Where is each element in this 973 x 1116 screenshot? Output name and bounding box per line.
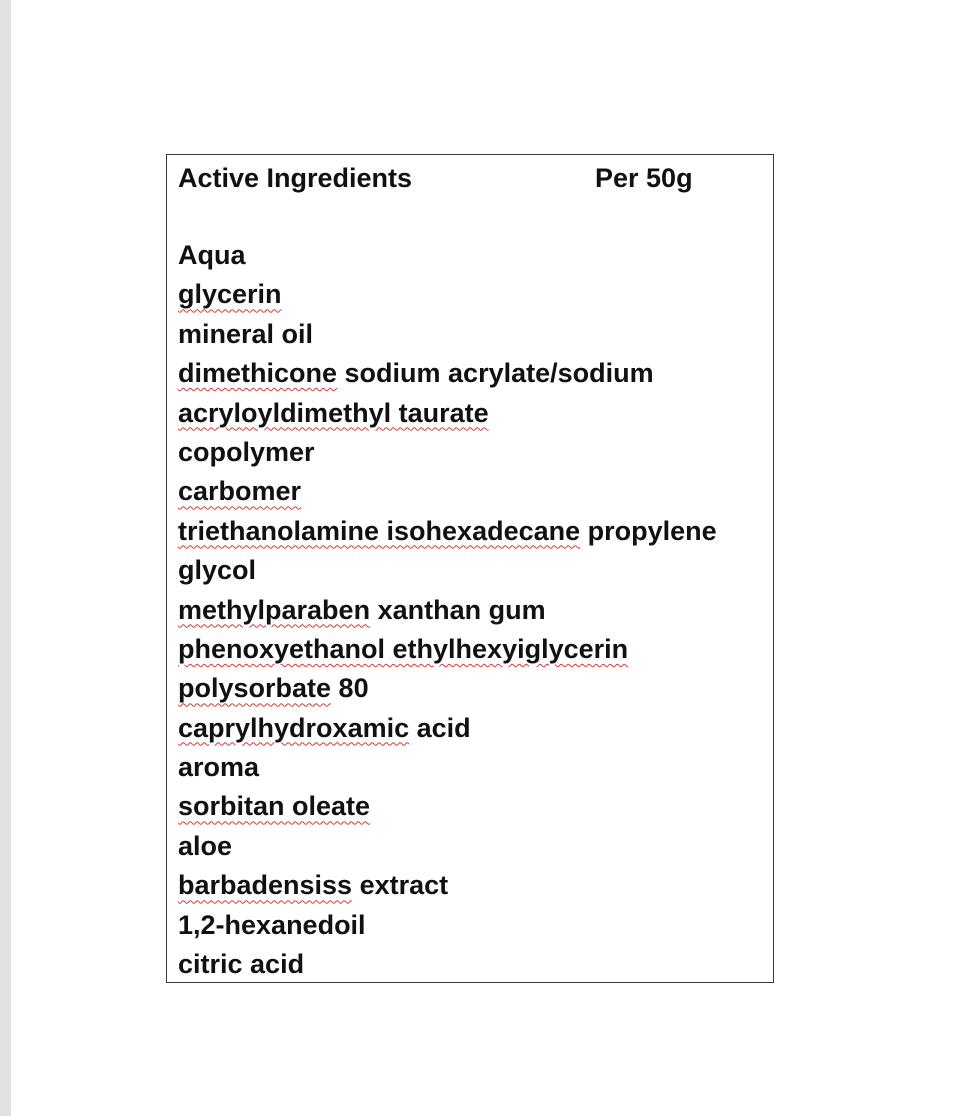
spellcheck-flagged-text: polysorbate — [178, 673, 332, 704]
ingredient-line — [178, 827, 768, 866]
ingredient-line — [178, 748, 768, 787]
ingredient-text: citric acid — [178, 949, 305, 980]
ingredient-line — [178, 394, 768, 433]
spellcheck-flagged-text: carbomer — [178, 476, 302, 507]
spellcheck-flagged-text: sorbitan oleate — [178, 791, 371, 822]
window-edge-bar — [0, 0, 11, 1116]
ingredient-text: mineral oil — [178, 318, 314, 349]
ingredient-line — [178, 551, 768, 590]
ingredient-line — [178, 669, 768, 708]
ingredient-line — [178, 591, 768, 630]
ingredient-line — [178, 512, 768, 551]
ingredient-line — [178, 315, 768, 354]
ingredient-text: sodium acrylate/sodium — [337, 358, 654, 389]
ingredient-line — [178, 866, 768, 905]
ingredient-line — [178, 787, 768, 826]
ingredient-line — [178, 630, 768, 669]
header-active-ingredients: Active Ingredients — [178, 163, 413, 193]
ingredient-text: glycol — [178, 555, 257, 586]
ingredient-text: Aqua — [178, 240, 246, 270]
spellcheck-flagged-text: phenoxyethanol ethylhexyiglycerin — [178, 633, 629, 664]
spellcheck-flagged-text: barbadensiss — [178, 870, 353, 901]
ingredient-line — [178, 275, 768, 314]
ingredient-line — [178, 236, 768, 275]
spellcheck-flagged-text: acryloyldimethyl taurate — [178, 397, 489, 428]
ingredient-text: propylene — [580, 515, 717, 546]
ingredient-text: xanthan gum — [370, 594, 546, 625]
ingredient-line — [178, 354, 768, 393]
ingredient-text: 80 — [331, 673, 369, 704]
spellcheck-flagged-text: caprylhydroxamic — [178, 712, 410, 743]
ingredient-text: extract — [352, 870, 449, 901]
ingredient-line — [178, 433, 768, 472]
ingredient-text: acid — [409, 712, 471, 743]
spellcheck-flagged-text: dimethicone — [178, 358, 338, 389]
ingredient-text: 1,2-hexanedoil — [178, 909, 366, 940]
ingredient-text: copolymer — [178, 436, 315, 467]
ingredient-line — [178, 945, 768, 984]
spellcheck-flagged-text: glycerin — [178, 279, 282, 310]
ingredient-text: aloe — [178, 830, 233, 861]
ingredient-text: aroma — [178, 752, 260, 783]
ingredient-line — [178, 906, 768, 945]
header-per-50g: Per 50g — [595, 163, 693, 193]
ingredient-line — [178, 709, 768, 748]
spellcheck-flagged-text: methylparaben — [178, 594, 371, 625]
ingredient-list — [178, 236, 768, 984]
ingredient-line — [178, 472, 768, 511]
spellcheck-flagged-text: triethanolamine isohexadecane — [178, 515, 581, 546]
